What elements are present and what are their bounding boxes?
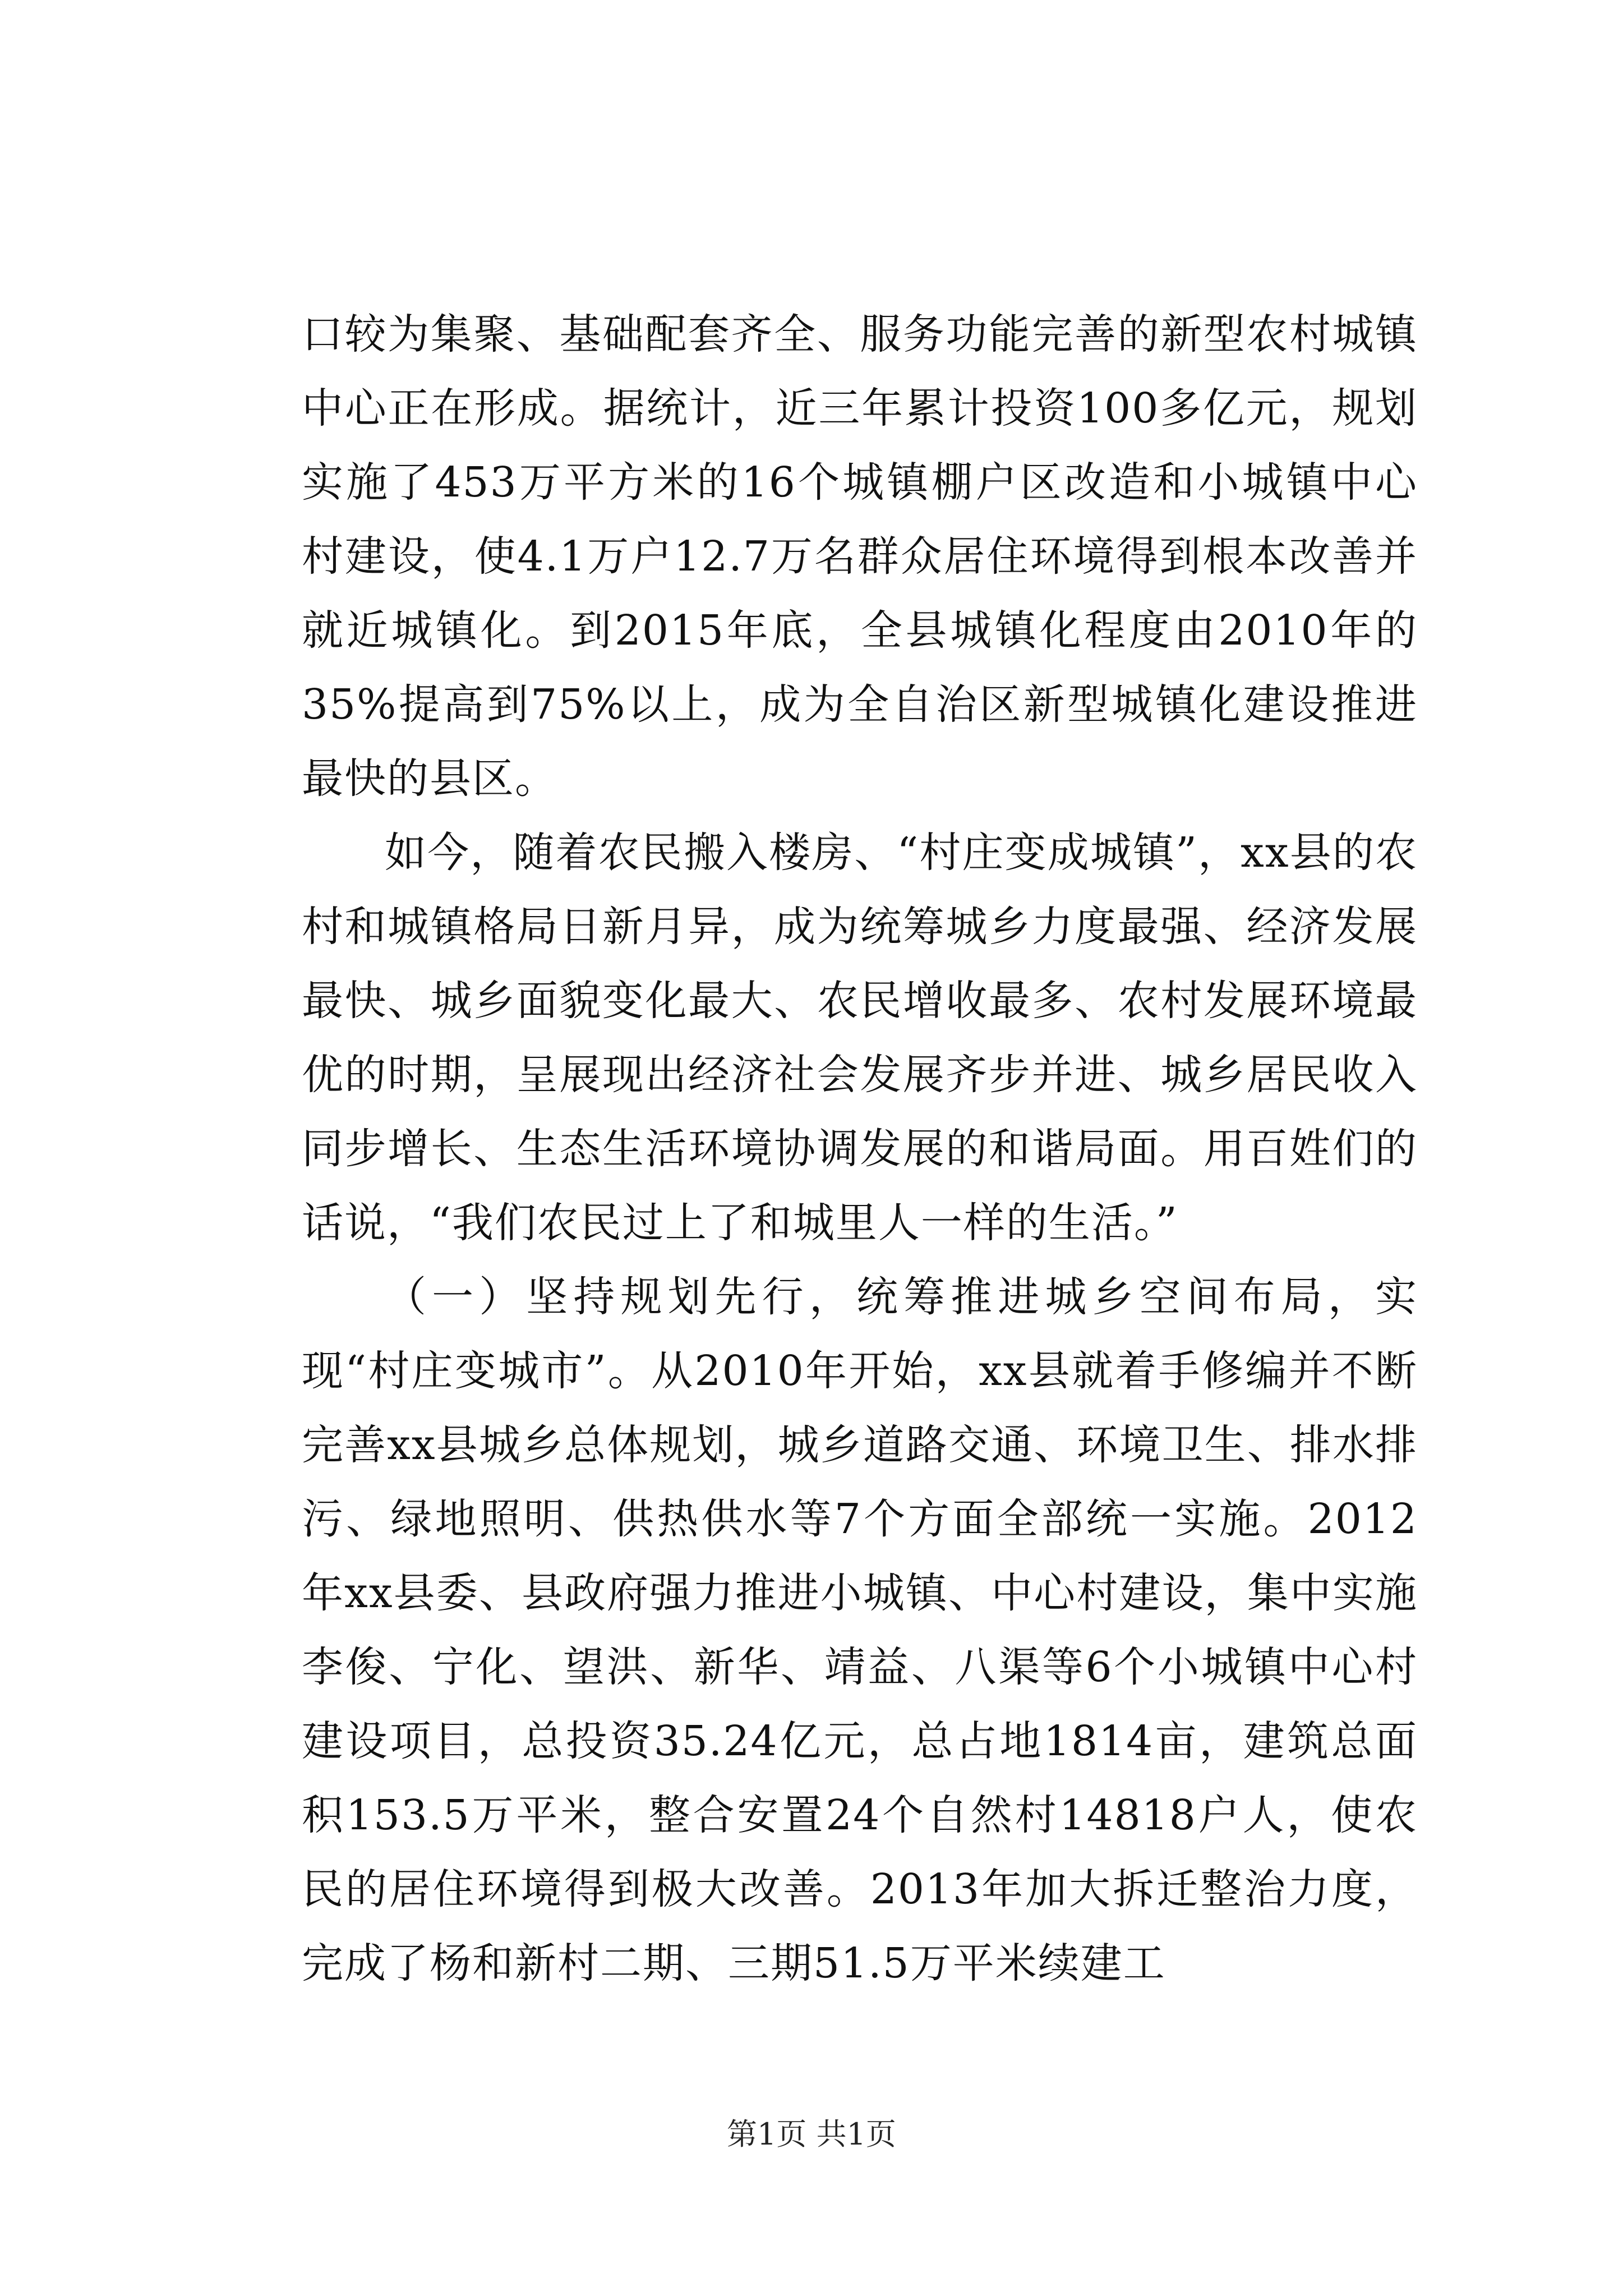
- paragraph-continued: 口较为集聚、基础配套齐全、服务功能完善的新型农村城镇中心正在形成。据统计，近三年累计投资100多亿元，规划实施了453万平方米的16个城镇棚户区改造和小城镇中心村建设，使4.1万户12.7万名群众居住环境得到根本改善并就近城镇化。到2015年底，全县城镇化程度由2010年的35%提高到75%以上，成为全自治区新型城镇化建设推进最快的县区。: [302, 310, 1418, 803]
- page-number-footer: 第1页 共1页: [727, 2116, 896, 2152]
- paragraph: 如今，随着农民搬入楼房、“村庄变成城镇”，xx县的农村和城镇格局日新月异，成为统筹城乡力度最强、经济发展最快、城乡面貌变化最大、农民增收最多、农村发展环境最优的时期，呈展现出经济社会发展齐步并进、城乡居民收入同步增长、生态生活环境协调发展的和谐局面。用百姓们的话说，“我们农民过上了和城里人一样的生活。”: [302, 829, 1418, 1247]
- document-body: [302, 297, 1418, 2000]
- paragraph: （一）坚持规划先行，统筹推进城乡空间布局，实现“村庄变城市”。从2010年开始，xx县就着手修编并不断完善xx县城乡总体规划，城乡道路交通、环境卫生、排水排污、绿地照明、供热供水等7个方面全部统一实施。2012年xx县委、县政府强力推进小城镇、中心村建设，集中实施李俊、宁化、望洪、新华、靖益、八渠等6个小城镇中心村建设项目，总投资35.24亿元，总占地1814亩，建筑总面积153.5万平米，整合安置24个自然村14818户人，使农民的居住环境得到极大改善。2013年加大拆迁整治力度，完成了杨和新村二期、三期51.5万平米续建工: [302, 1273, 1418, 1987]
